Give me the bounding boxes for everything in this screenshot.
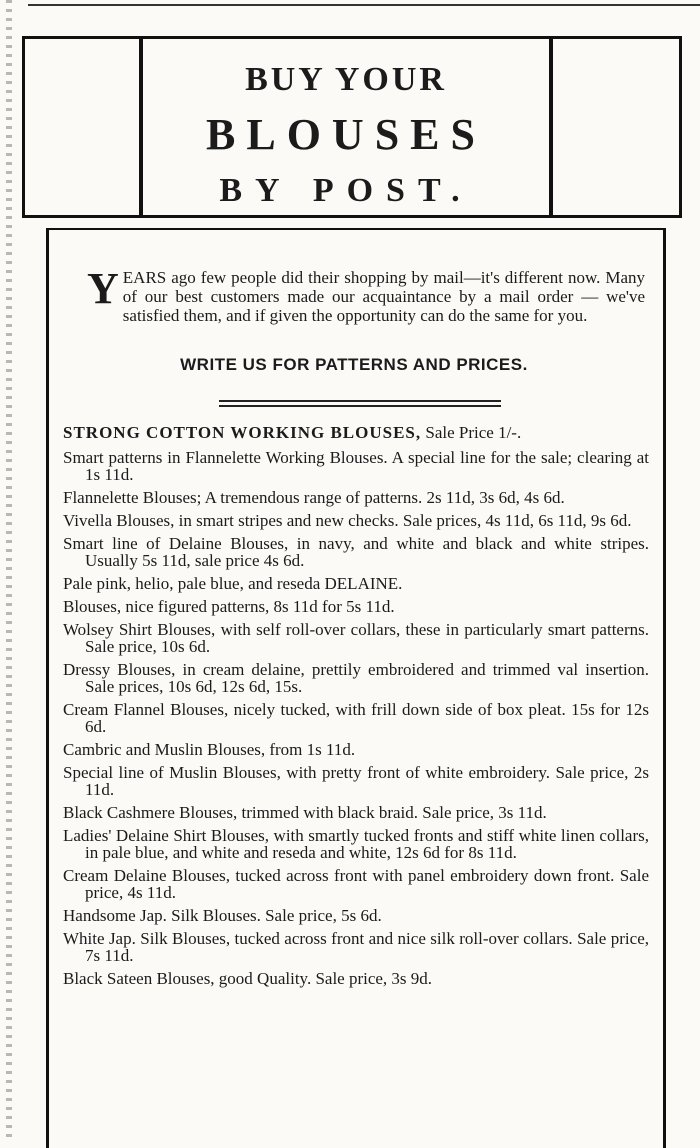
list-item: [63, 907, 649, 924]
item-text: Cambric and Muslin Blouses, from 1s 11d.: [63, 740, 356, 759]
item-text: Cream Delaine Blouses, tucked across front with panel embroidery down front. Sale price, 4s 11d.: [63, 866, 649, 902]
item-text: Vivella Blouses, in smart stripes and new checks. Sale prices, 4s 11d, 6s 11d, 9s 6d.: [63, 511, 632, 530]
list-item: [63, 867, 649, 901]
item-text: Handsome Jap. Silk Blouses. Sale price, 5s 6d.: [63, 906, 382, 925]
intro-paragraph: [63, 264, 645, 325]
item-text: Flannelette Blouses; A tremendous range of patterns. 2s 11d, 3s 6d, 4s 6d.: [63, 488, 565, 507]
list-item: [63, 970, 649, 987]
headline-line-2: BLOUSES: [206, 110, 486, 159]
header-box: [22, 36, 682, 218]
list-item: [63, 424, 649, 441]
intro-text: EARS ago few people did their shopping by mail—it's different now. Many of our best customers made our acquaintance by a mail order — we've satisfied them, and if given the opportunity can do the same for you.: [122, 268, 645, 325]
item-text: Smart patterns in Flannelette Working Blouses. A special line for the sale; clearing at 1s 11d.: [63, 448, 649, 484]
list-item: [63, 621, 649, 655]
list-item: [63, 598, 649, 615]
divider-rule-2: [219, 405, 501, 407]
item-text: Smart line of Delaine Blouses, in navy, and white and black and white stripes. Usually 5s 11d, sale price 4s 6d.: [63, 534, 649, 570]
item-text: Sale Price 1/-.: [421, 423, 522, 442]
list-item: [63, 661, 649, 695]
item-text: Blouses, nice figured patterns, 8s 11d for 5s 11d.: [63, 597, 395, 616]
headline-line-1: BUY YOUR: [245, 61, 447, 98]
list-item: [63, 489, 649, 506]
header-panel: [139, 39, 553, 215]
list-item: [63, 827, 649, 861]
headline-line-3: BY POST.: [219, 172, 473, 209]
item-text: White Jap. Silk Blouses, tucked across front and nice silk roll-over collars. Sale price, 7s 11d.: [63, 929, 649, 965]
item-text: Ladies' Delaine Shirt Blouses, with smartly tucked fronts and stiff white linen collars, in pale blue, and white and reseda and white, 12s 6d for 8s 11d.: [63, 826, 649, 862]
top-rule: [28, 4, 700, 6]
blouse-list: [63, 424, 649, 993]
page-gutter: [6, 0, 12, 1142]
list-item: [63, 575, 649, 592]
list-item: [63, 449, 649, 483]
list-item: [63, 512, 649, 529]
list-item: [63, 930, 649, 964]
item-heading: STRONG COTTON WORKING BLOUSES,: [63, 423, 422, 442]
item-text: Pale pink, helio, pale blue, and reseda DELAINE.: [63, 574, 403, 593]
item-text: Special line of Muslin Blouses, with pretty front of white embroidery. Sale price, 2s 11d.: [63, 763, 649, 799]
item-text: Cream Flannel Blouses, nicely tucked, with frill down side of box pleat. 15s for 12s 6d.: [63, 700, 649, 736]
list-item: [63, 804, 649, 821]
item-text: Wolsey Shirt Blouses, with self roll-over collars, these in particularly smart patterns. Sale price, 10s 6d.: [63, 620, 649, 656]
advert-body: [46, 228, 666, 1148]
list-item: [63, 535, 649, 569]
drop-cap: Y: [87, 264, 119, 313]
item-text: Black Sateen Blouses, good Quality. Sale price, 3s 9d.: [63, 969, 433, 988]
list-item: [63, 741, 649, 758]
item-text: Black Cashmere Blouses, trimmed with black braid. Sale price, 3s 11d.: [63, 803, 547, 822]
call-to-action: WRITE US FOR PATTERNS AND PRICES.: [180, 355, 528, 374]
list-item: [63, 764, 649, 798]
item-text: Dressy Blouses, in cream delaine, prettily embroidered and trimmed val insertion. Sale prices, 10s 6d, 12s 6d, 15s.: [63, 660, 649, 696]
list-item: [63, 701, 649, 735]
divider-rule: [219, 400, 501, 402]
